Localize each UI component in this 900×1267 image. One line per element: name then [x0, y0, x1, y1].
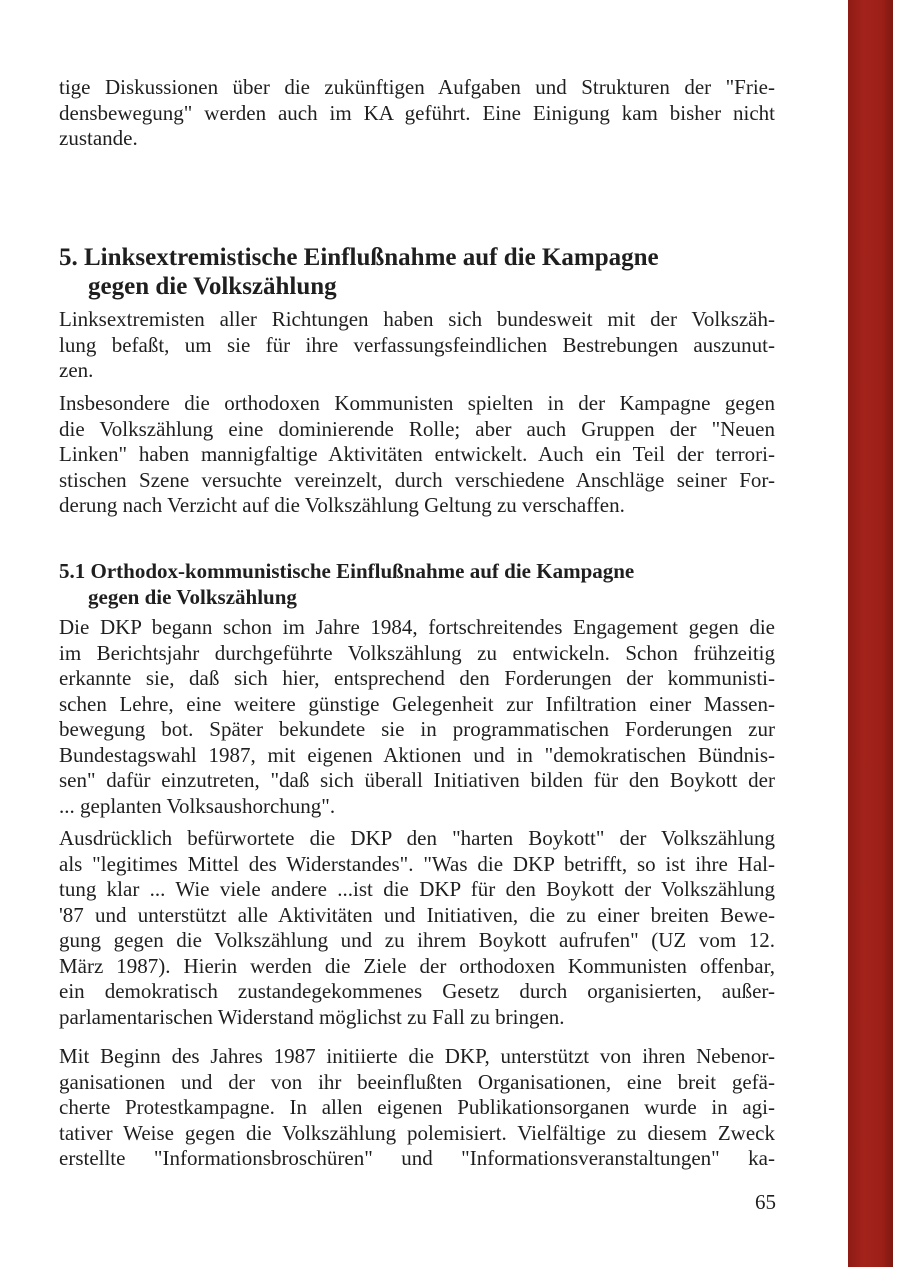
text-line: densbewegung" werden auch im KA geführt. Eine Einigung kam bisher nicht [59, 100, 775, 125]
section-5-paragraph-2 [59, 391, 775, 519]
heading-line: 5.1 Orthodox-kommunistische Einflußnahme auf die Kampagne [59, 559, 635, 583]
red-edge-band [848, 0, 893, 1267]
section-5-heading [59, 243, 659, 301]
text-line: gung gegen die Volkszählung und zu ihrem Boykott aufrufen" (UZ vom 12. [59, 928, 775, 952]
text-line: parlamentarischen Widerstand möglichst zu Fall zu bringen. [59, 1004, 565, 1029]
text-line: sen" dafür einzutreten, "daß sich überall Initiativen bilden für den Boykott der [59, 768, 775, 792]
text-line: Insbesondere die orthodoxen Kommunisten spielten in der Kampagne gegen [59, 391, 775, 415]
section-5-1-paragraph-3 [59, 1044, 775, 1172]
text-line: Ausdrücklich befürwortete die DKP den "harten Boykott" der Volkszählung [59, 826, 775, 850]
heading-line: 5. Linksextremistische Einflußnahme auf die Kampagne [59, 244, 659, 271]
text-line: stischen Szene versuchte vereinzelt, durch verschiedene Anschläge seiner For- [59, 467, 775, 492]
text-line: im Berichtsjahr durchgeführte Volkszählung zu entwickeln. Schon frühzeitig [59, 640, 775, 665]
text-line: März 1987). Hierin werden die Ziele der orthodoxen Kommunisten offenbar, [59, 953, 775, 978]
section-5-1-paragraph-2 [59, 826, 775, 1030]
section-5-1-heading [59, 558, 634, 610]
text-line: als "legitimes Mittel des Widerstandes". "Was die DKP betrifft, so ist ihre Hal- [59, 851, 775, 876]
text-line: Linken" haben mannigfaltige Aktivitäten entwickelt. Auch ein Teil der terrori- [59, 442, 775, 466]
heading-line: gegen die Volkszählung [88, 585, 297, 609]
text-line: tativer Weise gegen die Volkszählung polemisiert. Vielfältige zu diesem Zweck [59, 1120, 775, 1145]
heading-line: gegen die Volkszählung [88, 273, 337, 300]
text-line: derung nach Verzicht auf die Volkszählung Geltung zu verschaffen. [59, 493, 625, 517]
text-line: Bundestagswahl 1987, mit eigenen Aktionen und in "demokratischen Bündnis- [59, 742, 775, 767]
text-line: ... geplanten Volksaushorchung". [59, 793, 336, 818]
page-number: 65 [755, 1190, 776, 1214]
text-line: zen. [59, 358, 94, 382]
section-5-paragraph-1 [59, 307, 775, 384]
text-line: Linksextremisten aller Richtungen haben sich bundesweit mit der Volkszäh- [59, 307, 775, 331]
text-line: erstellte "Informationsbroschüren" und "Informationsveranstaltungen" ka- [59, 1146, 775, 1170]
section-5-1-paragraph-1 [59, 615, 775, 819]
text-line: ein demokratisch zustandegekommenes Gesetz durch organisierten, außer- [59, 979, 775, 1003]
text-line: '87 und unterstützt alle Aktivitäten und Initiativen, die zu einer breiten Bewe- [59, 902, 775, 927]
text-line: Die DKP begann schon im Jahre 1984, fortschreitendes Engagement gegen die [59, 615, 775, 639]
text-line: tung klar ... Wie viele andere ...ist die DKP für den Boykott der Volkszählung [59, 877, 775, 901]
text-line: Mit Beginn des Jahres 1987 initiierte die DKP, unterstützt von ihren Nebenor- [59, 1044, 775, 1068]
text-line: bewegung bot. Später bekundete sie in programmatischen Forderungen zur [59, 717, 775, 741]
intro-paragraph [59, 75, 775, 152]
text-line: die Volkszählung eine dominierende Rolle; aber auch Gruppen der "Neuen [59, 416, 775, 441]
text-line: erkannte sie, daß sich hier, entsprechend den Forderungen der kommunisti- [59, 666, 775, 690]
text-line: cherte Protestkampagne. In allen eigenen Publikationsorganen wurde in agi- [59, 1095, 775, 1119]
text-line: ganisationen und der von ihr beeinflußten Organisationen, eine breit gefä- [59, 1069, 775, 1094]
text-line: lung befaßt, um sie für ihre verfassungsfeindlichen Bestrebungen auszunut- [59, 332, 775, 357]
text-line: schen Lehre, eine weitere günstige Gelegenheit zur Infiltration einer Massen- [59, 691, 775, 716]
text-line: zustande. [59, 126, 138, 150]
text-line: tige Diskussionen über die zukünftigen Aufgaben und Strukturen der "Frie- [59, 75, 775, 99]
